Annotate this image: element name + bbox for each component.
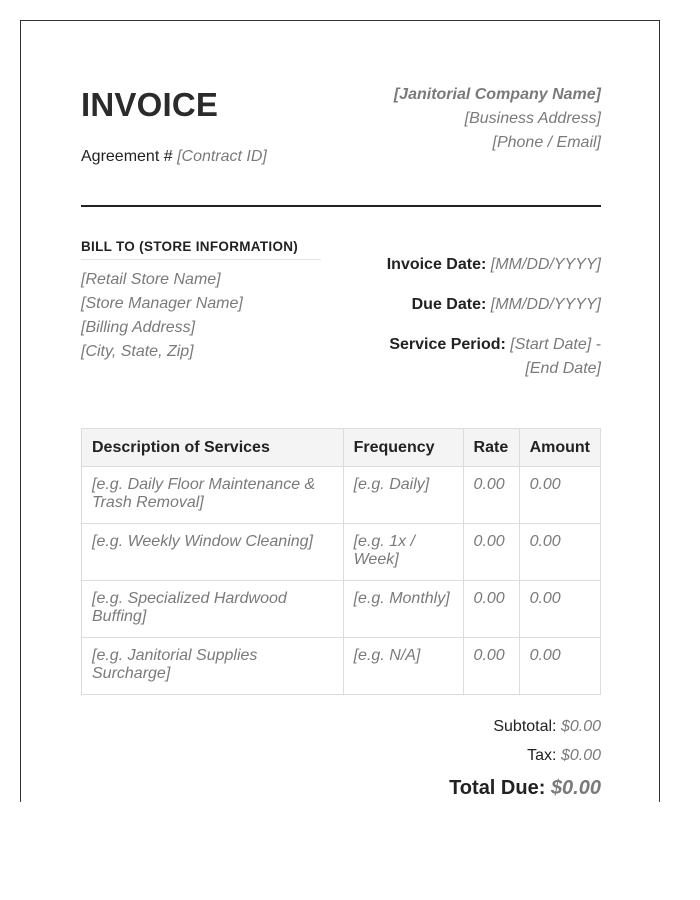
table-row xyxy=(82,581,601,638)
agreement-label: Agreement # xyxy=(81,148,173,165)
services-table xyxy=(81,428,601,695)
service-description: [e.g. Weekly Window Cleaning] xyxy=(82,524,344,581)
agreement-number xyxy=(81,148,267,166)
header-divider xyxy=(81,205,601,207)
billing-address: [Billing Address] xyxy=(81,319,196,336)
total-due-row xyxy=(449,777,601,799)
total-due-value: $0.00 xyxy=(550,777,601,799)
service-frequency: [e.g. N/A] xyxy=(343,638,463,695)
invoice-date-label: Invoice Date: xyxy=(386,256,487,273)
table-row xyxy=(82,467,601,524)
tax-label: Tax: xyxy=(527,747,557,764)
invoice-date-value: [MM/DD/YYYY] xyxy=(490,256,601,273)
service-rate: 0.00 xyxy=(463,581,519,638)
totals-section xyxy=(449,716,601,806)
invoice-header xyxy=(81,85,218,125)
service-rate: 0.00 xyxy=(463,467,519,524)
service-period-value: [Start Date] - [End Date] xyxy=(510,336,601,377)
service-amount: 0.00 xyxy=(519,638,600,695)
service-description: [e.g. Daily Floor Maintenance & Trash Removal] xyxy=(82,467,344,524)
invoice-page xyxy=(20,20,660,802)
store-name: [Retail Store Name] xyxy=(81,271,221,288)
subtotal-value: $0.00 xyxy=(560,718,601,735)
due-date-row xyxy=(371,293,601,317)
due-date-label: Due Date: xyxy=(411,296,487,313)
invoice-title: INVOICE xyxy=(81,86,219,123)
table-row xyxy=(82,524,601,581)
column-header-frequency: Frequency xyxy=(343,429,463,467)
invoice-date-row xyxy=(371,253,601,277)
company-info xyxy=(394,83,601,155)
company-name: [Janitorial Company Name] xyxy=(393,86,601,103)
invoice-dates xyxy=(371,253,601,397)
store-manager: [Store Manager Name] xyxy=(81,295,243,312)
service-frequency: [e.g. Monthly] xyxy=(343,581,463,638)
service-period-row xyxy=(371,333,601,381)
table-row xyxy=(82,638,601,695)
bill-to-heading: BILL TO (STORE INFORMATION) xyxy=(81,239,321,260)
due-date-value: [MM/DD/YYYY] xyxy=(490,296,601,313)
service-description: [e.g. Specialized Hardwood Buffing] xyxy=(82,581,344,638)
service-rate: 0.00 xyxy=(463,638,519,695)
service-period-label: Service Period: xyxy=(389,336,506,353)
service-description: [e.g. Janitorial Supplies Surcharge] xyxy=(82,638,344,695)
column-header-rate: Rate xyxy=(463,429,519,467)
city-state-zip: [City, State, Zip] xyxy=(81,343,194,360)
bill-to-section xyxy=(81,239,321,364)
agreement-value: [Contract ID] xyxy=(177,148,267,165)
service-frequency: [e.g. 1x / Week] xyxy=(343,524,463,581)
column-header-amount: Amount xyxy=(519,429,600,467)
subtotal-label: Subtotal: xyxy=(493,718,557,735)
service-frequency: [e.g. Daily] xyxy=(343,467,463,524)
service-amount: 0.00 xyxy=(519,524,600,581)
table-header-row xyxy=(82,429,601,467)
tax-row xyxy=(449,745,601,767)
subtotal-row xyxy=(449,716,601,738)
column-header-description: Description of Services xyxy=(82,429,344,467)
service-amount: 0.00 xyxy=(519,467,600,524)
service-amount: 0.00 xyxy=(519,581,600,638)
tax-value: $0.00 xyxy=(560,747,601,764)
service-rate: 0.00 xyxy=(463,524,519,581)
company-address: [Business Address] xyxy=(464,110,601,127)
total-due-label: Total Due: xyxy=(449,777,546,799)
company-contact: [Phone / Email] xyxy=(492,134,601,151)
